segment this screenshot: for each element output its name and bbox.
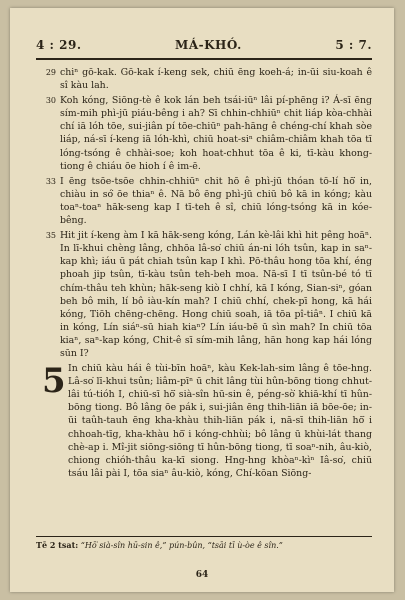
book-page (10, 8, 394, 592)
verse (38, 94, 372, 173)
header-book-title: MÁ-KHÓ. (175, 38, 242, 52)
verse-text: Hit jit í-keng àm I kā hāk-seng kóng, Lán kè-lâi khì hit pêng hoāⁿ. In lī-khui chèng lâng, chhōa lâ-so͘ chiū án-ni lóh tsûn, kap in saⁿ-kap khì; iáu ū pát chiah tsûn kap I khì. Pō-thâu hong tōa khí, éng phoah jip tsûn, tī-kàu tsûn teh-beh moa. Nā-sī I tī tsûn-bé tó tī chím-thâu teh khùn; hāk-seng kiò I chhí, kā I kóng, Sian-siⁿ, góan beh bô mih, lí bô iàu-kín mah? I chiū chhí, chek-pī hong, kā hái kóng, Tiōh chēng-chēng. Hong chiū soah, iā tōa pî-tiâⁿ. I chiū kā in kóng, Lín siáⁿ-sū hiah kiaⁿ? Lín iáu-bē ū sìn mah? In chiū tōa kiaⁿ, saⁿ-kap kóng, Chit-ê sī sím-mih lâng, hān hong kap hái lóng sūn I? (60, 230, 372, 359)
verse-text: chiⁿ gō-kak. Gō-kak í-keng sek, chiū ēng koeh-á; in-ūi siu-koah ê sî kàu lah. (60, 67, 372, 92)
verse-text: In chiū kàu hái ê tùi-bīn hoāⁿ, kàu Kek-lah-sim lâng ê tōe-hng. Lâ-so͘ lī-khui tsûn; liâm-pīⁿ ū chit lâng tùi hûn-bōng tiong chhut-lâi tú-tióh I, chiū-sī hō͘ sià-sîn hū-sin ê, péng-sò͘ khiā-khí tī hûn-bōng tiong. Bô lâng ōe pák i, sui-jiân ēng thih-liān iā bōe-ōe; in-ūi taûh-tauh ēng kha-khàu thih-liān pák i, nā-sī thih-liān hō͘ i chhoah-tīg, kha-khàu hō͘ i kóng-chhùi; bô lâng ū khùi-lát thang chè-ap i. Mî-jit siōng-siōng tī hûn-bōng tiong, tī soaⁿ-nih, âu-kiò, chiong chióh-thâu ka-kī siong. Hng-hng khòaⁿ-kìⁿ Iâ-so͘, chiū tsáu lâi pài I, tōa siaⁿ âu-kiò, kóng, Chí-kōan Siōng- (68, 363, 372, 479)
scripture-text (38, 66, 372, 480)
verse (38, 229, 372, 360)
footnote-rule (36, 536, 372, 537)
footnote (36, 540, 372, 550)
chapter-number: 5 (42, 361, 66, 402)
verse-text: Koh kóng, Siōng-tè ê kok lán beh tsái-iūⁿ lâi pí-phēng i? Á-sī ēng sím-mih phì-jū piáu-bêng i ah? Sī chhin-chhiūⁿ chit liáp kòa-chhài chí iā lóh tōe, sui-jiân pí tōe-chiūⁿ pah-hāng ê chéng-chí khah sòe liáp, ná-sī í-keng iā lóh-khì, chiū hoat-siⁿ chiâm-chiâm khah tōa tī lóng-tsóng ê chhài-soe; koh hoat-chhut tōa ê ki, tī-kàu khong-tiong ê chiáu ōe hioh í ê im-ē. (60, 95, 372, 172)
chapter-text (60, 362, 372, 480)
chapter-five (38, 362, 372, 480)
verse-number: 30 (45, 96, 56, 106)
verse-number: 35 (45, 231, 56, 241)
header-rule (36, 58, 372, 60)
header-right-ref: 5 : 7. (335, 38, 372, 52)
verse-text: I ēng tsōe-tsōe chhin-chhiūⁿ chit hō ê phì-jū thóan tō-lí hō͘ in, chiàu in só͘ ōe thiaⁿ ê. Nā bô ēng phì-jū chiū bô kā in kóng; kàu toaⁿ-toaⁿ hāk-seng kap I tī-teh ê sî, chiū lóng-tsóng kā in kóe-bêng. (60, 175, 372, 227)
verse-number: 33 (45, 176, 56, 186)
footnote-ref: Tē 2 tsat: (36, 540, 79, 550)
verse-number: 29 (45, 68, 56, 77)
running-header (36, 36, 372, 54)
footnote-text: “Hō͘ sià-sîn hū-sin ê,” pún-bûn, “tsāi tī ù-òe ê sîn.” (80, 541, 283, 550)
verse (38, 66, 372, 92)
header-left-ref: 4 : 29. (36, 38, 82, 52)
page-number: 64 (195, 570, 209, 580)
verse (38, 175, 372, 227)
